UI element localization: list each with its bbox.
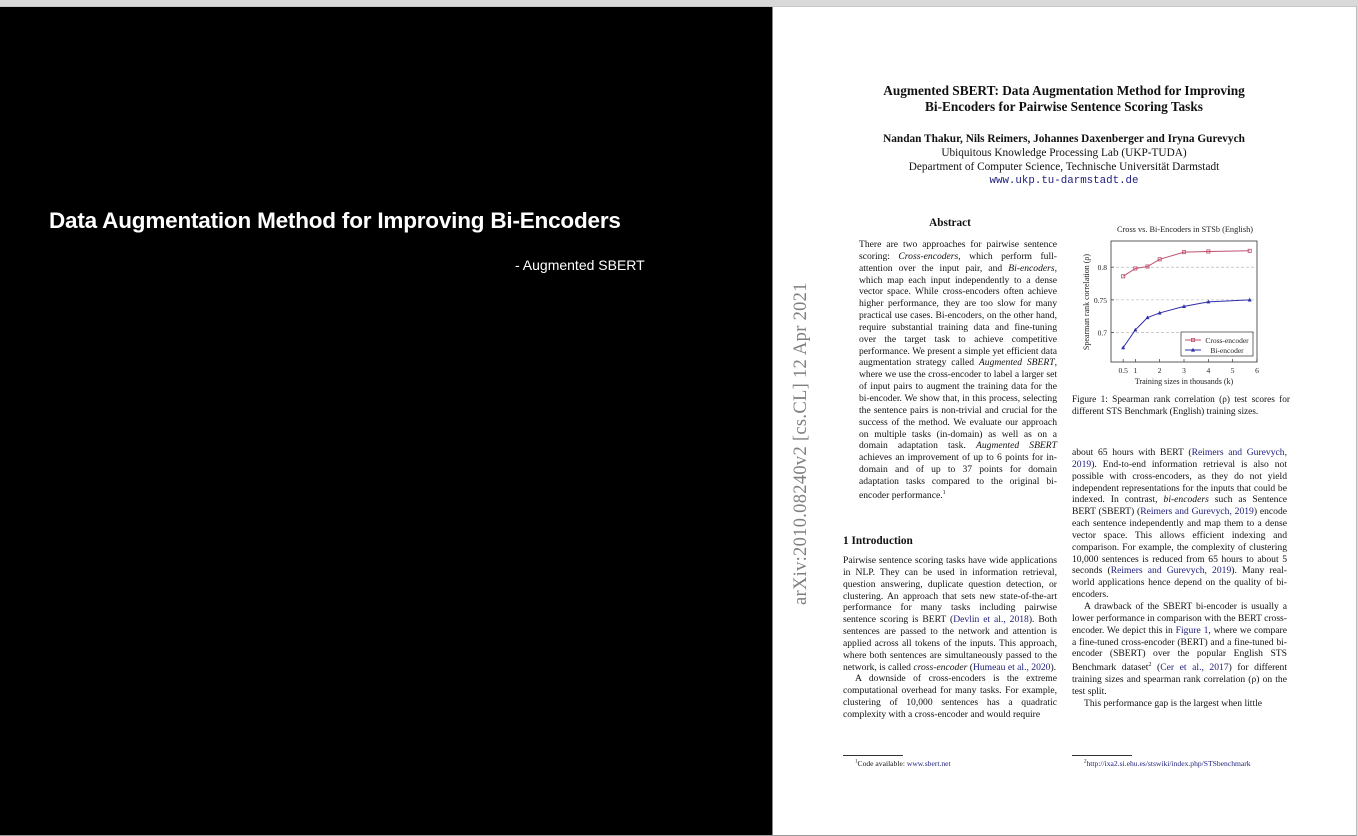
paper-title-line2: Bi-Encoders for Pairwise Sentence Scoring Tasks <box>925 98 1203 114</box>
svg-text:0.8: 0.8 <box>1097 263 1107 273</box>
svg-text:3: 3 <box>1182 366 1186 375</box>
footnote-label: 2 <box>1084 759 1087 765</box>
line-chart <box>1075 220 1290 392</box>
intro-span: Pairwise sentence scoring tasks have wide applications in NLP. They can be used in information retrieval, question answering, duplicate question detection, or clustering. An approach that sets new state-of-the-art performance for many tasks including pairwise sentence scoring is BERT ( <box>843 555 1057 626</box>
body-span: A drawback of the SBERT bi-encoder is usually a lower performance in comparison with the BERT cross-encoder. We depict this in <box>1072 600 1287 636</box>
abstract-span: , where we use the cross-encoder to label a larger set of input pairs to augment the training data for the bi-encoder. We show that, in this process, selecting the sentence pairs is non-trivial and crucial for the success of the method. We evaluate our approach on multiple tasks (in-domain) as well as on a domain adaptation task. <box>859 357 1057 452</box>
footnote-2 <box>1084 759 1251 768</box>
body-em: bi-encoders <box>1163 494 1209 506</box>
footnote-text: Code available: <box>857 759 907 768</box>
chart-title: Cross vs. Bi-Encoders in STSb (English) <box>1117 225 1253 234</box>
abstract-em: Augmented SBERT <box>975 440 1057 452</box>
intro-span: ( <box>967 661 973 673</box>
footnote-link[interactable]: www.sbert.net <box>906 759 951 768</box>
body-span: ). Many real-world applications hence depend on the quality of bi-encoders. <box>1072 565 1288 601</box>
arxiv-stamp: arXiv:2010.08240v2 [cs.CL] 12 Apr 2021 <box>791 282 811 605</box>
body-span: such as Sentence BERT (SBERT) ( <box>1072 494 1287 518</box>
abstract-em: Bi-encoders <box>1008 262 1055 274</box>
title-slide <box>0 7 773 835</box>
intro-span: ). Both sentences are passed to the network and attention is applied across all tokens of the inputs. This approach, where both sentences are simultaneously passed to the network, is called <box>843 614 1058 673</box>
svg-text:4: 4 <box>1206 366 1211 375</box>
footnote-label: 1 <box>855 759 858 765</box>
abstract-span: achieves an improvement of up to 6 points for in-domain and of up to 37 points for domain adaptation tasks compared to the original bi-encoder performance. <box>859 452 1057 501</box>
abstract-em: Augmented SBERT <box>978 357 1055 369</box>
intro-heading: 1 Introduction <box>843 535 913 547</box>
right-column-text <box>1072 447 1287 710</box>
lab-url[interactable]: www.ukp.tu-darmstadt.de <box>989 175 1139 187</box>
y-axis-label: Spearman rank correlation (ρ) <box>1082 253 1091 351</box>
body-span: ) for different training sizes and spearman rank correlation (ρ) on the test split. <box>1072 662 1288 698</box>
paper-page <box>773 7 1356 835</box>
svg-text:Bi-encoder: Bi-encoder <box>1210 346 1244 355</box>
body-span: , where we compare a fine-tuned cross-encoder (BERT) and a fine-tuned bi-encoder (SBERT) over the popular English STS Benchmark dataset <box>1072 624 1287 674</box>
paper-title-line1: Augmented SBERT: Data Augmentation Method for Improving <box>883 83 1245 98</box>
abstract-em: Cross-encoders <box>898 250 959 262</box>
svg-text:6: 6 <box>1255 366 1259 375</box>
intro-paragraph: A downside of cross-encoders is the extreme computational overhead for many tasks. For example, clustering of 10,000 sentences has a quadratic complexity with a cross-encoder and would require <box>843 673 1057 720</box>
citation-link[interactable]: Cer et al., 2017 <box>1160 662 1229 674</box>
footnote-1 <box>855 759 951 768</box>
x-axis-ticks <box>1118 359 1259 375</box>
body-paragraph: This performance gap is the largest when little <box>1084 697 1263 709</box>
citation-link[interactable]: Humeau et al., 2020 <box>972 661 1051 673</box>
abstract-span: , which map each input independently to a dense vector space. While cross-encoders often achieve higher performance, they are too slow for many practical use cases. Bi-encoders, on the other hand, require substantial training data and fine-tuning over the target task to achieve competitive performance. We present a simple yet efficient data augmentation strategy called <box>859 262 1057 369</box>
screen-frame <box>0 6 1357 836</box>
svg-text:2: 2 <box>1157 366 1162 375</box>
intro-span: ). <box>1050 661 1057 673</box>
svg-text:1: 1 <box>1133 366 1138 375</box>
slide-subtitle: - Augmented SBERT <box>515 257 645 273</box>
chart-legend <box>1181 332 1253 356</box>
body-span: ) encode each sentence independently and map them to a dense vector space. This allows efficient indexing and comparison. For example, the complexity of clustering 10,000 sentences is reduced from 65 hours to about 5 seconds ( <box>1072 506 1287 577</box>
body-span: about 65 hours with BERT ( <box>1072 447 1192 458</box>
svg-text:0.5: 0.5 <box>1118 366 1128 375</box>
footnote-mark[interactable]: 1 <box>942 489 946 496</box>
paper-title <box>833 83 1295 114</box>
author-block <box>833 132 1295 188</box>
abstract-heading: Abstract <box>929 217 971 229</box>
footnote-rule <box>843 755 903 756</box>
intro-text <box>843 555 1057 721</box>
affiliation-lab: Ubiquitous Knowledge Processing Lab (UKP-TUDA) <box>941 147 1187 159</box>
citation-link[interactable]: Reimers and Gurevych, 2019 <box>1110 565 1232 577</box>
footnote-mark[interactable]: 2 <box>1148 662 1152 669</box>
footnote-link[interactable]: http://ixa2.si.ehu.es/stswiki/index.php/STSbenchmark <box>1086 759 1251 768</box>
body-span: ( <box>1151 662 1161 674</box>
gridlines <box>1111 267 1257 332</box>
svg-text:0.75: 0.75 <box>1093 295 1107 305</box>
figure-link[interactable]: Figure 1 <box>1175 624 1209 636</box>
body-span: ). End-to-end information retrieval is also not possible with cross-encoders, as they do not yield independent representations for the inputs that could be indexed. In contrast, <box>1072 458 1287 506</box>
abstract-span: There are two approaches for pairwise sentence scoring: <box>859 239 1057 262</box>
author-names: Nandan Thakur, Nils Reimers, Johannes Daxenberger and Iryna Gurevych <box>883 133 1245 145</box>
citation-link[interactable]: Devlin et al., 2018 <box>953 614 1029 626</box>
abstract-span: , which perform full-attention over the input pair, and <box>859 250 1057 274</box>
figure-caption: Figure 1: Spearman rank correlation (ρ) test scores for different STS Benchmark (English) training sizes. <box>1072 395 1290 417</box>
affiliation-dept: Department of Computer Science, Technische Universität Darmstadt <box>908 161 1220 173</box>
x-axis-label: Training sizes in thousands (k) <box>1134 377 1234 386</box>
abstract-text <box>859 239 1057 502</box>
svg-text:5: 5 <box>1230 366 1235 375</box>
svg-text:Cross-encoder: Cross-encoder <box>1205 336 1249 345</box>
footnote-rule <box>1072 755 1132 756</box>
citation-link[interactable]: Reimers and Gurevych, 2019 <box>1140 506 1254 518</box>
citation-link[interactable]: Reimers and Gurevych, 2019 <box>1072 447 1287 470</box>
slide-title: Data Augmentation Method for Improving Bi-Encoders <box>49 208 621 233</box>
svg-text:0.7: 0.7 <box>1097 328 1107 338</box>
intro-em: cross-encoder <box>913 661 968 673</box>
figure-1-chart <box>1075 220 1290 392</box>
